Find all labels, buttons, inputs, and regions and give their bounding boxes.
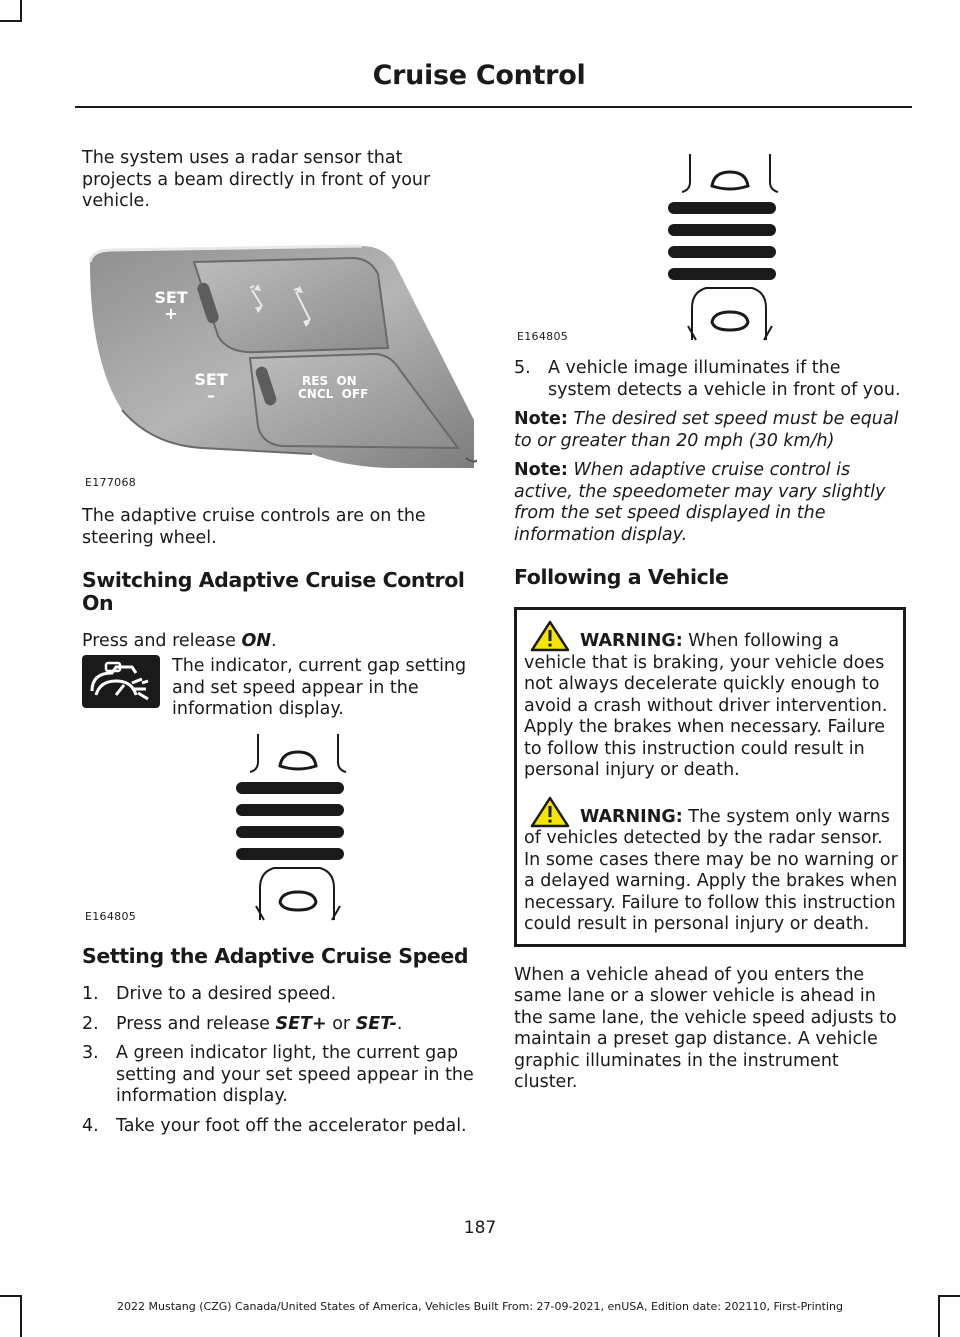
- intro-text: The system uses a radar sensor that projects a beam directly in front of your vehicle.: [82, 148, 431, 211]
- step-text-pre: Press and release: [116, 1013, 276, 1034]
- list-item: [514, 358, 906, 401]
- heading-setting-speed: Setting the Adaptive Cruise Speed: [82, 944, 469, 968]
- step-number: 4.: [82, 1115, 99, 1136]
- on-text: ON: [336, 374, 357, 388]
- gap-distance-graphic: [82, 730, 477, 925]
- title-rule: [75, 106, 912, 108]
- step-text: [116, 1014, 477, 1036]
- step-five-list: [514, 358, 906, 401]
- res-on-label: [298, 374, 369, 401]
- off-text: OFF: [341, 387, 369, 401]
- warning-text: The system only warns of vehicles detected by the radar sensor. In some cases there may be no warning or a delayed warning. Apply the brakes when necessary. Failure to follow this instruction could result in personal injury or death.: [524, 806, 898, 934]
- left-column-lower: [82, 506, 477, 653]
- warning-icon: [530, 796, 570, 828]
- step-text: Drive to a desired speed.: [116, 984, 337, 1004]
- gap-display-figure-right: [514, 150, 906, 345]
- on-key: ON: [241, 631, 272, 651]
- list-item: [82, 1043, 477, 1108]
- set-plus-text: SET: [154, 288, 188, 307]
- warning-label: WARNING:: [580, 631, 683, 651]
- warning-box: [514, 607, 906, 947]
- crop-mark: [20, 0, 22, 22]
- step-text-post: .: [396, 1013, 403, 1034]
- indicator-text: The indicator, current gap setting and set speed appear in the information display.: [172, 656, 467, 719]
- figure-label: E177068: [85, 476, 137, 489]
- page-title: Cruise Control: [372, 60, 586, 91]
- note-text: When adaptive cruise control is active, the speedometer may vary slightly from the set speed displayed in the information display.: [514, 460, 886, 545]
- note-text: The desired set speed must be equal to or greater than 20 mph (30 km/h): [514, 409, 899, 451]
- warning-braking: [524, 620, 898, 782]
- gap-display-figure-left: [82, 730, 477, 925]
- res-text: RES: [302, 374, 329, 388]
- warning-label: WARNING:: [580, 806, 683, 827]
- plus-text: +: [164, 304, 178, 323]
- list-item: [82, 984, 477, 1006]
- list-item: [82, 1116, 477, 1138]
- step-number: 2.: [82, 1013, 99, 1034]
- heading-switching-on: Switching Adaptive Cruise Control On: [82, 568, 465, 615]
- adaptive-cruise-indicator: [82, 655, 160, 708]
- step-text: Take your foot off the accelerator pedal.: [116, 1115, 467, 1136]
- step-text: A vehicle image illuminates if the system detects a vehicle in front of you.: [548, 358, 901, 400]
- warning-radar: [524, 796, 898, 936]
- press-prefix: Press and release: [82, 631, 242, 651]
- crop-mark: [0, 1295, 22, 1297]
- set-plus-key: SET+: [275, 1013, 327, 1034]
- press-on-text: [82, 631, 477, 653]
- set-minus-key: SET-: [355, 1013, 397, 1034]
- set-minus-label: [194, 372, 228, 404]
- step-text: A green indicator light, the current gap setting and your set speed appear in the information display.: [116, 1043, 474, 1106]
- heading-following: Following a Vehicle: [514, 565, 729, 589]
- cncl-text: CNCL: [298, 387, 334, 401]
- warning-text: When following a vehicle that is braking, your vehicle does not always decelerate quickly enough to avoid a crash without driver intervention. Apply the brakes when necessary. Failure to follow this instruction could result in personal injury or death.: [524, 631, 888, 780]
- note-min-speed: [514, 409, 906, 452]
- gap-distance-graphic: [514, 150, 906, 345]
- list-item: [82, 1014, 477, 1036]
- left-column: [82, 130, 477, 213]
- step-number: 5.: [514, 358, 531, 378]
- minus-text: –: [207, 386, 215, 405]
- step-number: 1.: [82, 984, 99, 1004]
- controls-text: The adaptive cruise controls are on the steering wheel.: [82, 506, 426, 548]
- note-label: Note:: [514, 460, 568, 480]
- set-plus-label: [154, 290, 188, 322]
- speed-steps: [82, 984, 477, 1137]
- steering-controls-figure: [82, 240, 477, 488]
- following-text: When a vehicle ahead of you enters the same lane or a slower vehicle is ahead in the same lane, the vehicle speed adjusts to maintain a preset gap distance. A vehicle graphic illuminates in the instrument cluster.: [514, 964, 897, 1092]
- step-number: 3.: [82, 1043, 99, 1063]
- step-text-mid: or: [326, 1013, 356, 1034]
- note-speedometer: [514, 460, 906, 546]
- press-suffix: .: [271, 631, 277, 651]
- crop-mark: [0, 20, 22, 22]
- edition-footer: 2022 Mustang (CZG) Canada/United States of America, Vehicles Built From: 27-09-2021, enUSA, Edition date: 202110, First-Printing: [117, 1300, 843, 1313]
- note-label: Note:: [514, 409, 568, 429]
- page-number: 187: [463, 1218, 497, 1238]
- crop-mark: [938, 1295, 960, 1297]
- figure-label: E164805: [517, 330, 569, 343]
- right-column: [514, 358, 906, 1094]
- adaptive-cruise-icon: [82, 655, 160, 708]
- warning-icon: [530, 620, 570, 652]
- speed-section: [82, 945, 477, 1137]
- figure-label: E164805: [85, 910, 137, 923]
- set-minus-text: SET: [194, 370, 228, 389]
- steering-controls-illustration: [82, 240, 477, 468]
